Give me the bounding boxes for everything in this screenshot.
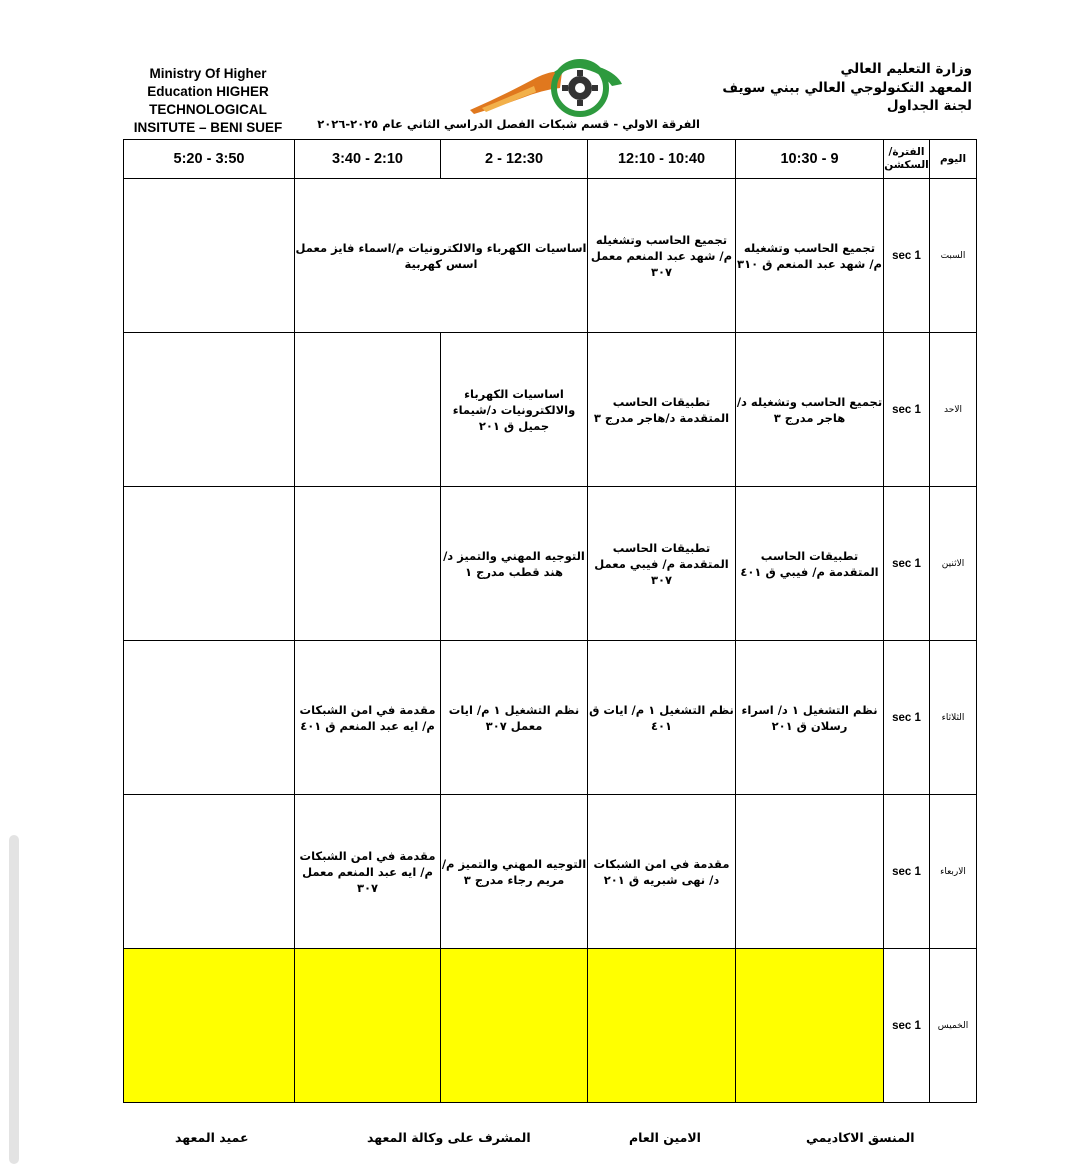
class-cell: التوجيه المهني والتميز م/ مريم رجاء مدرج ٣ [441,795,588,949]
day-cell: الاربعاء [930,795,977,949]
table-row [124,333,977,487]
class-cell [295,333,441,487]
table-row [124,487,977,641]
day-cell: السبت [930,179,977,333]
class-cell [124,795,295,949]
class-cell [736,795,884,949]
day-cell: الاثنين [930,487,977,641]
class-cell: مقدمة في امن الشبكات م/ ايه عبد المنعم معمل ٣٠٧ [295,795,441,949]
arabic-letterhead [722,60,972,116]
institute-logo-icon [462,58,634,118]
class-cell: تجميع الحاسب وتشغيله د/ هاجر مدرج ٣ [736,333,884,487]
class-cell: التوجيه المهني والتميز د/هند قطب مدرج ١ [441,487,588,641]
day-cell: الخميس [930,949,977,1103]
section-cell: sec 1 [884,487,930,641]
class-cell: اساسيات الكهرباء والالكترونيات د/شيماء جميل ق ٢٠١ [441,333,588,487]
letterhead-en-line: Education HIGHER [147,84,269,99]
letterhead-en-line: INSITUTE – BENI SUEF [133,120,283,135]
section-cell: sec 1 [884,795,930,949]
time-slot-header: 3:50 - 5:20 [124,140,295,179]
time-slot-header: 12:30 - 2 [441,140,588,179]
highlighted-class-cell [295,949,441,1103]
day-cell: الاحد [930,333,977,487]
period-column-header [884,140,930,179]
time-slot-header: 2:10 - 3:40 [295,140,441,179]
class-cell [124,487,295,641]
signature-academic-coordinator: المنسق الاكاديمي [806,1130,915,1145]
schedule-table [123,139,977,1103]
header-row [124,140,977,179]
section-cell: sec 1 [884,333,930,487]
table-row [124,179,977,333]
class-cell: تطبيقات الحاسب المتقدمة د/هاجر مدرج ٣ [588,333,736,487]
schedule-title: الفرقة الاولي - قسم شبكات الفصل الدراسي الثاني عام ٢٠٢٥-٢٠٢٦ [317,117,700,131]
class-cell [124,179,295,333]
letterhead-ar-line: لجنة الجداول [886,98,972,114]
class-cell: تطبيقات الحاسب المتقدمة م/ فيبي معمل ٣٠٧ [588,487,736,641]
period-header-line: الفترة/ [888,146,925,158]
signature-dean: عميد المعهد [175,1130,249,1145]
class-cell: تطبيقات الحاسب المتقدمة م/ فيبي ق ٤٠١ [736,487,884,641]
highlighted-class-cell [124,949,295,1103]
letterhead-en-line: Ministry Of Higher [149,66,267,81]
period-header-line: السكشن [884,159,929,171]
section-cell: sec 1 [884,179,930,333]
letterhead-ar-line: المعهد التكنولوجي العالي ببني سويف [722,79,972,96]
class-cell: نظم التشغيل ١ م/ ايات ق ٤٠١ [588,641,736,795]
highlighted-class-cell [736,949,884,1103]
day-column-header: اليوم [930,140,977,179]
section-cell: sec 1 [884,641,930,795]
class-cell: تجميع الحاسب وتشغيله م/ شهد عبد المنعم معمل ٣٠٧ [588,179,736,333]
signature-supervisor: المشرف على وكالة المعهد [367,1130,531,1145]
class-cell: نظم التشغيل ١ م/ ايات معمل ٣٠٧ [441,641,588,795]
class-cell [124,333,295,487]
section-cell: sec 1 [884,949,930,1103]
class-cell [295,487,441,641]
scrollbar[interactable] [9,835,19,1164]
class-cell: تجميع الحاسب وتشغيله م/ شهد عبد المنعم ق ٣١٠ [736,179,884,333]
highlighted-class-cell [441,949,588,1103]
table-row [124,641,977,795]
time-slot-header: 9 - 10:30 [736,140,884,179]
table-row [124,949,977,1103]
english-letterhead [118,65,298,137]
letterhead-ar-line: وزارة التعليم العالي [840,61,972,77]
class-cell [124,641,295,795]
class-cell: مقدمة في امن الشبكات م/ ايه عبد المنعم ق ٤٠١ [295,641,441,795]
highlighted-class-cell [588,949,736,1103]
time-slot-header: 10:40 - 12:10 [588,140,736,179]
class-cell: اساسيات الكهرباء والالكترونيات م/اسماء فايز معمل اسس كهربية [295,179,588,333]
day-cell: الثلاثاء [930,641,977,795]
signature-general-secretary: الامين العام [629,1130,701,1145]
letterhead-en-line: TECHNOLOGICAL [149,102,267,117]
class-cell: نظم التشغيل ١ د/ اسراء رسلان ق ٢٠١ [736,641,884,795]
class-cell: مقدمة في امن الشبكات د/ نهى شبريه ق ٢٠١ [588,795,736,949]
table-row [124,795,977,949]
